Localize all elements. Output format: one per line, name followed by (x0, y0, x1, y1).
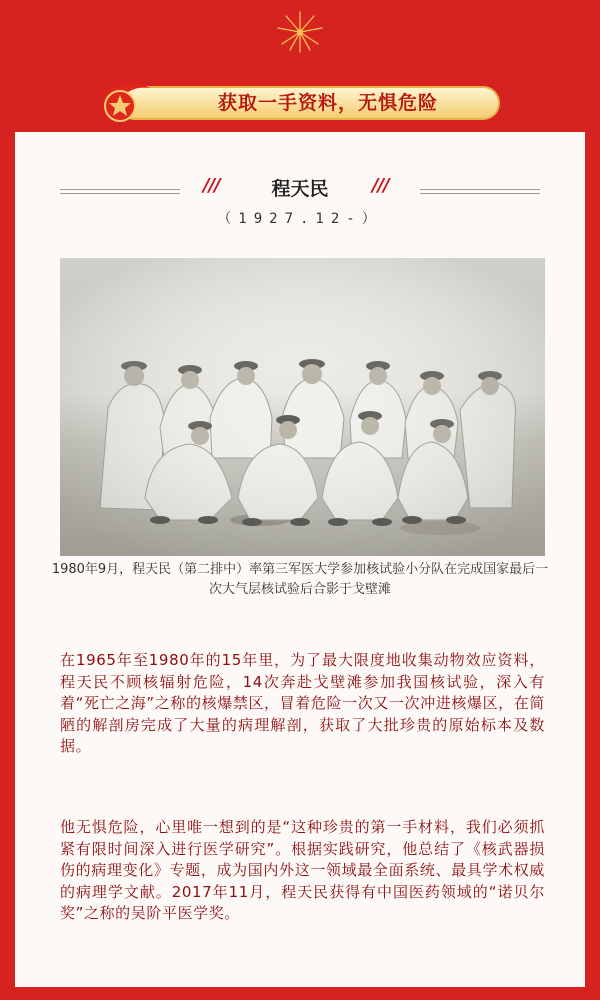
banner-title: 获取一手资料，无惧危险 (217, 92, 438, 114)
divider-line (420, 189, 540, 190)
person-name: 程天民 (271, 178, 329, 200)
right-ornament: /// (372, 175, 389, 196)
content-card (15, 132, 585, 987)
photo-caption: 1980年9月，程天民（第二排中）率第三军医大学参加核试验小分队在完成国家最后一次大气层核试验后合影于戈壁滩 (51, 562, 549, 597)
firework-icon (270, 10, 330, 55)
divider-line (60, 189, 180, 190)
divider-line (420, 193, 540, 194)
body-paragraph: 他无惧危险，心里唯一想到的是“这种珍贵的第一手材料，我们必须抓紧有限时间深入进行医学研究”。根据实践研究，他总结了《核武器损伤的病理变化》专题，成为国内外这一领域最全面系统、最具学术权威的病理学文献。2017年11月，程天民获得有中国医药领域的“诺贝尔奖”之称的吴阶平医学奖。 (60, 818, 545, 922)
group-photo-image (60, 258, 545, 556)
group-photo (60, 258, 545, 556)
divider-line (60, 193, 180, 194)
party-emblem-icon (98, 78, 154, 126)
body-paragraph: 在1965年至1980年的15年里，为了最大限度地收集动物效应资料，程天民不顾核辐射危险，14次奔赴戈壁滩参加我国核试验，深入有着“死亡之海”之称的核爆禁区，冒着危险一次又一次冲进核爆区，在简陋的解剖房完成了大量的病理解剖，获取了大批珍贵的原始标本及数据。 (60, 651, 545, 755)
section-banner (98, 84, 502, 122)
birth-years: （1927.12-） (217, 211, 383, 227)
left-ornament: /// (203, 175, 220, 196)
